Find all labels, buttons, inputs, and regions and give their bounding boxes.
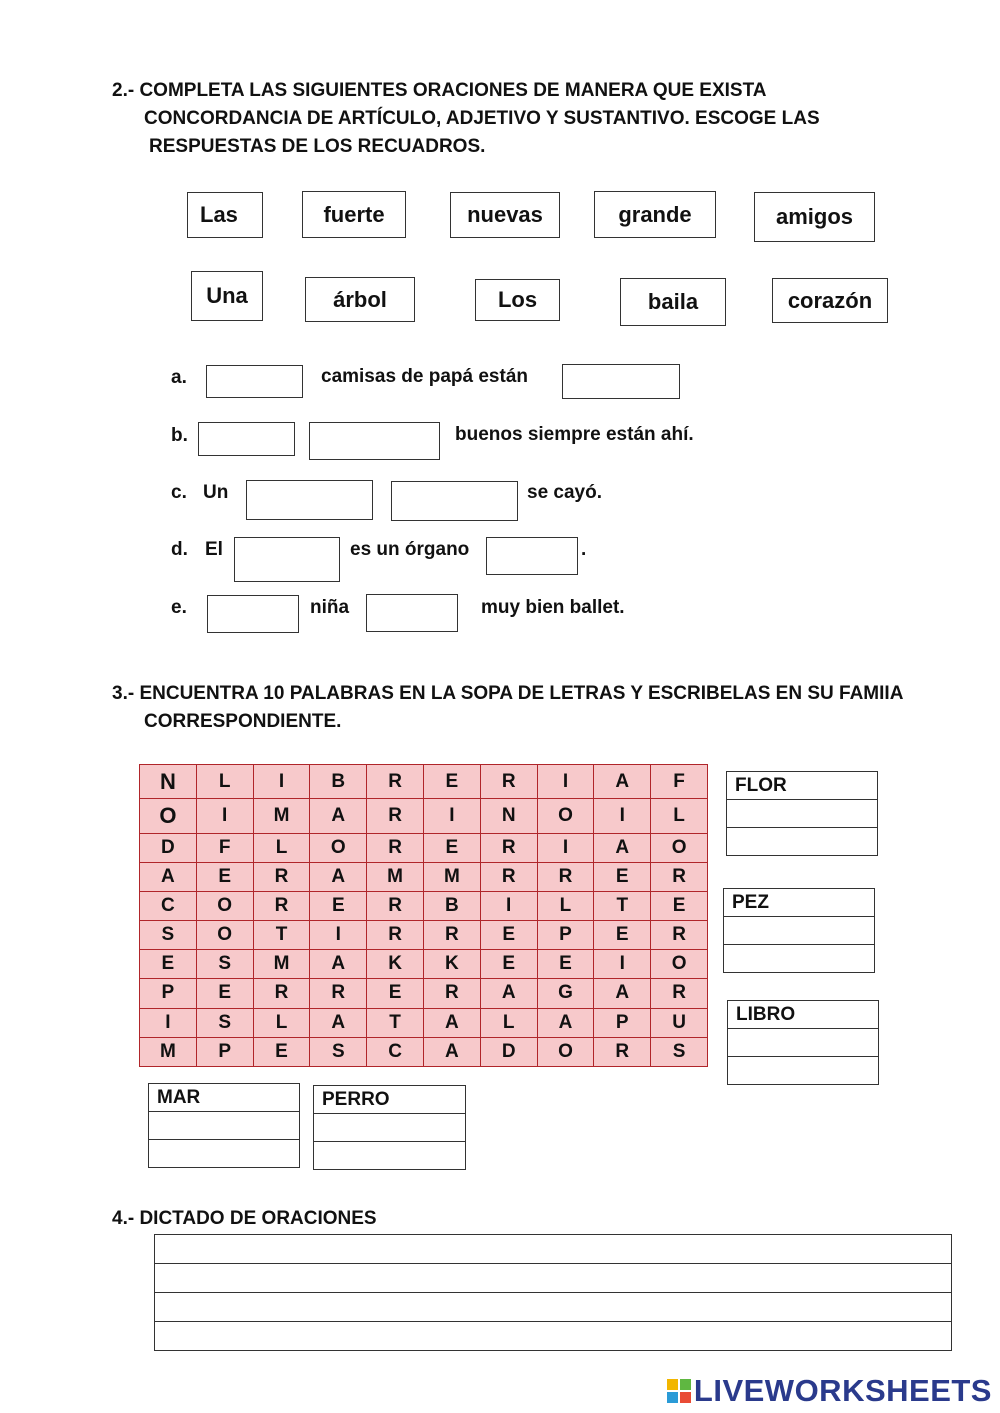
grid-cell[interactable]: T: [594, 891, 651, 920]
grid-cell[interactable]: E: [423, 833, 480, 862]
grid-cell[interactable]: E: [253, 1037, 310, 1066]
grid-cell[interactable]: I: [537, 833, 594, 862]
grid-cell[interactable]: P: [537, 921, 594, 950]
dictation-line-1[interactable]: [155, 1235, 952, 1264]
grid-cell[interactable]: L: [196, 765, 253, 799]
grid-cell[interactable]: B: [423, 891, 480, 920]
grid-cell[interactable]: R: [651, 921, 708, 950]
grid-cell[interactable]: R: [480, 862, 537, 891]
sentence-a-letter: a.: [171, 367, 187, 388]
grid-cell[interactable]: E: [594, 862, 651, 891]
grid-cell[interactable]: M: [140, 1037, 197, 1066]
grid-cell[interactable]: M: [367, 862, 424, 891]
family-answer-libro-2[interactable]: [728, 1057, 879, 1085]
grid-cell[interactable]: K: [423, 950, 480, 979]
family-label-flor: FLOR: [727, 772, 878, 800]
family-answer-mar-2[interactable]: [149, 1140, 300, 1168]
grid-cell[interactable]: I: [480, 891, 537, 920]
section2-heading-line1: 2.- COMPLETA LAS SIGUIENTES ORACIONES DE MANERA QUE EXISTA: [112, 80, 767, 101]
sentence-e-text2: muy bien ballet.: [481, 597, 625, 618]
answer-box-c1[interactable]: [246, 480, 373, 520]
family-answer-pez-2[interactable]: [724, 945, 875, 973]
grid-cell[interactable]: R: [253, 979, 310, 1008]
grid-cell[interactable]: R: [594, 1037, 651, 1066]
grid-cell[interactable]: R: [367, 799, 424, 833]
grid-cell[interactable]: R: [480, 765, 537, 799]
grid-cell[interactable]: R: [253, 891, 310, 920]
grid-cell[interactable]: M: [253, 950, 310, 979]
grid-cell[interactable]: A: [423, 1008, 480, 1037]
word-box-baila[interactable]: baila: [620, 278, 726, 326]
grid-cell[interactable]: U: [651, 1008, 708, 1037]
dictation-lines: [154, 1234, 952, 1351]
section2-heading-line3: RESPUESTAS DE LOS RECUADROS.: [149, 136, 486, 157]
grid-cell[interactable]: O: [651, 950, 708, 979]
grid-cell[interactable]: I: [423, 799, 480, 833]
grid-row: [140, 979, 708, 1008]
family-answer-libro-1[interactable]: [728, 1029, 879, 1057]
family-table-perro: [313, 1085, 466, 1170]
grid-cell[interactable]: I: [594, 799, 651, 833]
grid-cell[interactable]: T: [253, 921, 310, 950]
grid-cell[interactable]: A: [537, 1008, 594, 1037]
grid-cell[interactable]: E: [196, 862, 253, 891]
word-box-fuerte[interactable]: fuerte: [302, 191, 406, 238]
answer-box-e2[interactable]: [366, 594, 458, 632]
grid-cell[interactable]: O: [140, 799, 197, 833]
grid-cell[interactable]: I: [196, 799, 253, 833]
grid-row: [140, 891, 708, 920]
grid-cell[interactable]: E: [651, 891, 708, 920]
grid-cell[interactable]: S: [196, 950, 253, 979]
grid-row: [140, 799, 708, 833]
word-box-las[interactable]: Las: [187, 192, 263, 238]
grid-cell[interactable]: L: [651, 799, 708, 833]
grid-cell[interactable]: L: [253, 833, 310, 862]
family-table-flor: [726, 771, 878, 856]
family-answer-perro-1[interactable]: [314, 1114, 466, 1142]
answer-box-a2[interactable]: [562, 364, 680, 399]
grid-row: [140, 833, 708, 862]
family-table-libro: [727, 1000, 879, 1085]
family-answer-flor-2[interactable]: [727, 828, 878, 856]
word-box-amigos[interactable]: amigos: [754, 192, 875, 242]
grid-cell[interactable]: O: [310, 833, 367, 862]
grid-cell[interactable]: A: [310, 1008, 367, 1037]
grid-cell[interactable]: B: [310, 765, 367, 799]
grid-cell[interactable]: R: [367, 833, 424, 862]
grid-cell[interactable]: R: [253, 862, 310, 891]
grid-cell[interactable]: F: [651, 765, 708, 799]
section3-heading: [112, 680, 903, 736]
word-box-los[interactable]: Los: [475, 279, 560, 321]
grid-cell[interactable]: D: [140, 833, 197, 862]
grid-cell[interactable]: E: [310, 891, 367, 920]
grid-cell[interactable]: R: [310, 979, 367, 1008]
grid-row: [140, 1037, 708, 1066]
word-box-una[interactable]: Una: [191, 271, 263, 321]
sentence-e-text1: niña: [310, 597, 350, 618]
grid-row: [140, 950, 708, 979]
liveworksheets-logo: [666, 1373, 992, 1409]
grid-cell[interactable]: I: [594, 950, 651, 979]
word-box-arbol[interactable]: árbol: [305, 277, 415, 322]
grid-cell[interactable]: G: [537, 979, 594, 1008]
grid-cell[interactable]: E: [480, 950, 537, 979]
section2-heading-line2: CONCORDANCIA DE ARTÍCULO, ADJETIVO Y SUSTANTIVO. ESCOGE LAS: [144, 108, 820, 129]
dictation-line-4[interactable]: [155, 1322, 952, 1351]
grid-cell[interactable]: A: [594, 833, 651, 862]
grid-cell[interactable]: P: [196, 1037, 253, 1066]
grid-cell[interactable]: R: [367, 921, 424, 950]
grid-cell[interactable]: K: [367, 950, 424, 979]
sentence-a-text: camisas de papá están: [321, 366, 528, 387]
answer-box-e1[interactable]: [207, 595, 299, 633]
answer-box-a1[interactable]: [206, 365, 303, 398]
sentence-d-text: es un órgano: [350, 539, 470, 560]
grid-cell[interactable]: R: [367, 765, 424, 799]
grid-row: [140, 862, 708, 891]
grid-cell[interactable]: L: [253, 1008, 310, 1037]
grid-cell[interactable]: A: [140, 862, 197, 891]
section4-heading: 4.- DICTADO DE ORACIONES: [112, 1208, 377, 1229]
grid-cell[interactable]: M: [423, 862, 480, 891]
grid-cell[interactable]: O: [196, 921, 253, 950]
grid-cell[interactable]: L: [480, 1008, 537, 1037]
answer-box-c2[interactable]: [391, 481, 518, 521]
section3-heading-line1: 3.- ENCUENTRA 10 PALABRAS EN LA SOPA DE LETRAS Y ESCRIBELAS EN SU FAMIIA: [112, 683, 904, 704]
grid-cell[interactable]: I: [310, 921, 367, 950]
grid-cell[interactable]: A: [594, 979, 651, 1008]
grid-cell[interactable]: R: [367, 891, 424, 920]
grid-cell[interactable]: I: [140, 1008, 197, 1037]
sentence-b-letter: b.: [171, 425, 188, 446]
grid-cell[interactable]: L: [537, 891, 594, 920]
sentence-c-prefix: Un: [203, 482, 229, 503]
liveworksheets-logo-icon: [666, 1378, 692, 1404]
family-answer-perro-2[interactable]: [314, 1142, 466, 1170]
grid-cell[interactable]: S: [651, 1037, 708, 1066]
grid-cell[interactable]: N: [140, 765, 197, 799]
grid-cell[interactable]: O: [196, 891, 253, 920]
grid-cell[interactable]: S: [310, 1037, 367, 1066]
dictation-line-3[interactable]: [155, 1293, 952, 1322]
grid-cell[interactable]: A: [594, 765, 651, 799]
grid-row: [140, 1008, 708, 1037]
sentence-e-letter: e.: [171, 597, 187, 618]
sentence-c-letter: c.: [171, 482, 187, 503]
grid-cell[interactable]: P: [140, 979, 197, 1008]
grid-cell[interactable]: R: [651, 862, 708, 891]
family-label-pez: PEZ: [724, 889, 875, 917]
grid-cell[interactable]: R: [651, 979, 708, 1008]
answer-box-b2[interactable]: [309, 422, 440, 460]
grid-cell[interactable]: E: [196, 979, 253, 1008]
answer-box-d1[interactable]: [234, 537, 340, 582]
grid-cell[interactable]: O: [537, 799, 594, 833]
grid-cell[interactable]: R: [423, 979, 480, 1008]
word-search-grid[interactable]: [139, 764, 708, 1067]
grid-cell[interactable]: E: [423, 765, 480, 799]
grid-cell[interactable]: I: [537, 765, 594, 799]
grid-cell[interactable]: E: [367, 979, 424, 1008]
grid-cell[interactable]: C: [140, 891, 197, 920]
answer-box-b1[interactable]: [198, 422, 295, 456]
sentence-d-period: .: [581, 539, 587, 560]
word-box-nuevas[interactable]: nuevas: [450, 192, 560, 238]
grid-cell[interactable]: R: [537, 862, 594, 891]
sentence-c-text: se cayó.: [527, 482, 602, 503]
grid-cell[interactable]: I: [253, 765, 310, 799]
grid-row: [140, 921, 708, 950]
grid-cell[interactable]: E: [480, 921, 537, 950]
grid-cell[interactable]: E: [140, 950, 197, 979]
grid-cell[interactable]: E: [594, 921, 651, 950]
grid-cell[interactable]: F: [196, 833, 253, 862]
word-box-corazon[interactable]: corazón: [772, 278, 888, 323]
sentence-d-letter: d.: [171, 539, 188, 560]
grid-cell[interactable]: M: [253, 799, 310, 833]
grid-cell[interactable]: O: [537, 1037, 594, 1066]
grid-cell[interactable]: A: [310, 950, 367, 979]
family-answer-flor-1[interactable]: [727, 800, 878, 828]
grid-cell[interactable]: S: [196, 1008, 253, 1037]
grid-cell[interactable]: S: [140, 921, 197, 950]
grid-cell[interactable]: R: [480, 833, 537, 862]
section2-heading: [112, 77, 820, 161]
grid-cell[interactable]: D: [480, 1037, 537, 1066]
grid-cell[interactable]: C: [367, 1037, 424, 1066]
family-label-perro: PERRO: [314, 1086, 466, 1114]
grid-cell[interactable]: A: [423, 1037, 480, 1066]
section3-heading-line2: CORRESPONDIENTE.: [144, 711, 342, 732]
grid-cell[interactable]: A: [480, 979, 537, 1008]
family-label-mar: MAR: [149, 1084, 300, 1112]
grid-cell[interactable]: T: [367, 1008, 424, 1037]
answer-box-d2[interactable]: [486, 537, 578, 575]
sentence-d-prefix: El: [205, 539, 223, 560]
grid-row: [140, 765, 708, 799]
word-box-grande[interactable]: grande: [594, 191, 716, 238]
family-label-libro: LIBRO: [728, 1001, 879, 1029]
grid-cell[interactable]: E: [537, 950, 594, 979]
grid-cell[interactable]: N: [480, 799, 537, 833]
family-answer-mar-1[interactable]: [149, 1112, 300, 1140]
sentence-b-text: buenos siempre están ahí.: [455, 424, 694, 445]
family-table-pez: [723, 888, 875, 973]
grid-cell[interactable]: A: [310, 799, 367, 833]
liveworksheets-logo-text: LIVEWORKSHEETS: [693, 1373, 992, 1408]
family-table-mar: [148, 1083, 300, 1168]
grid-cell[interactable]: P: [594, 1008, 651, 1037]
dictation-line-2[interactable]: [155, 1264, 952, 1293]
grid-cell[interactable]: R: [423, 921, 480, 950]
grid-cell[interactable]: A: [310, 862, 367, 891]
grid-cell[interactable]: O: [651, 833, 708, 862]
family-answer-pez-1[interactable]: [724, 917, 875, 945]
